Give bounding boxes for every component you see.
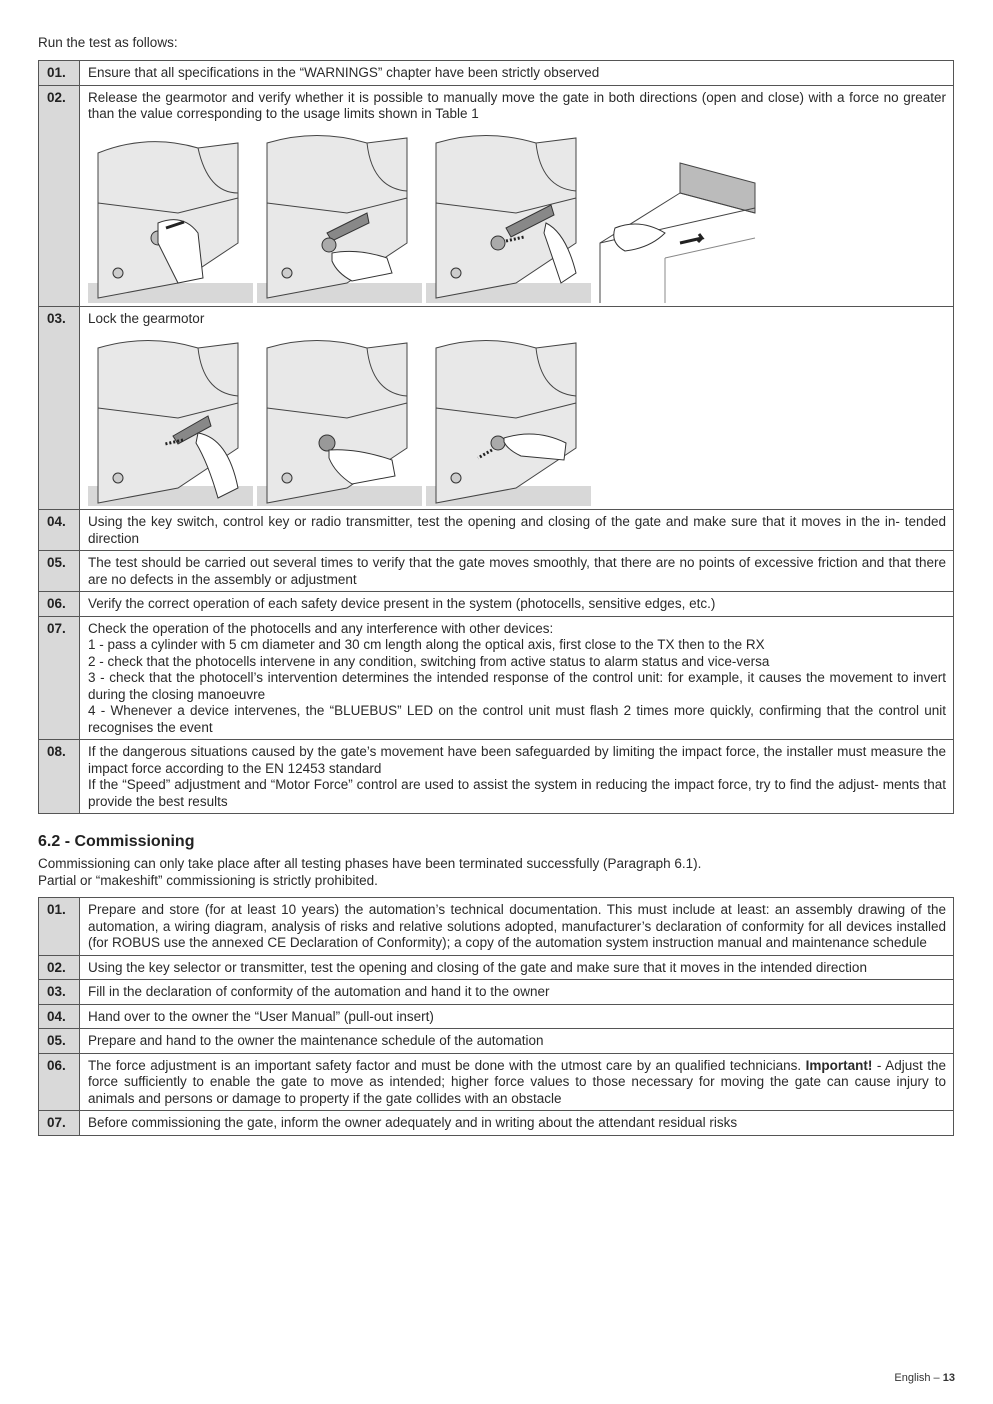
step-number: 05. [39, 1029, 80, 1054]
step-text: The force adjustment is an important safety factor and must be done with the utmost care by an qualified technicians. Important! - Adjust the force sufficiently to enable the gate to move as intended; higher force values to those necessary for moving the gate can cause injury to animals and persons or damage to property if the gate collides with an obstacle [80, 1053, 954, 1111]
gearmotor-lock-figure [88, 338, 253, 506]
gearmotor-release-figure [88, 133, 253, 303]
step-number: 06. [39, 592, 80, 617]
table-row [39, 955, 954, 980]
step-text: The test should be carried out several times to verify that the gate moves smoothly, that there are no points of excessive friction and that there are no defects in the assembly or adjustment [80, 551, 954, 592]
table-row [39, 898, 954, 956]
table-row [39, 592, 954, 617]
table-row [39, 61, 954, 86]
intro-text: Run the test as follows: [38, 35, 178, 50]
step-number: 07. [39, 1111, 80, 1136]
section-heading: 6.2 - Commissioning [38, 833, 195, 850]
table-row [39, 1111, 954, 1136]
step-text: Using the key selector or transmitter, test the opening and closing of the gate and make sure that it moves in the intended direction [80, 955, 954, 980]
step-text: Using the key switch, control key or radio transmitter, test the opening and closing of the gate and make sure that it moves in the in- tended direction [80, 510, 954, 551]
step-number: 07. [39, 616, 80, 740]
gearmotor-lock-figure [257, 338, 422, 506]
table-row [39, 306, 954, 510]
page-number: 13 [942, 1372, 955, 1384]
step-text: Verify the correct operation of each safety device present in the system (photocells, sensitive edges, etc.) [80, 592, 954, 617]
lock-illustrations [88, 338, 946, 506]
section-paragraph: Commissioning can only take place after all testing phases have been terminated successfully (Paragraph 6.1). [38, 856, 702, 871]
footer-language: English – [894, 1372, 940, 1384]
release-illustrations [88, 133, 946, 303]
table-row [39, 85, 954, 306]
step-text: If the dangerous situations caused by the gate’s movement have been safeguarded by limiting the impact force, the installer must measure the impact force according to the EN 12453 standard If the “Speed” adjustment and “Motor Force” control are used to assist the system in reducing the impact force, try to find the adjust- ments that provide the best results [80, 740, 954, 814]
gearmotor-release-figure [257, 133, 422, 303]
table-row [39, 1053, 954, 1111]
step-text: Hand over to the owner the “User Manual” (pull-out insert) [80, 1004, 954, 1029]
step-text: Before commissioning the gate, inform the owner adequately and in writing about the attendant residual risks [80, 1111, 954, 1136]
section-paragraph: Partial or “makeshift” commissioning is strictly prohibited. [38, 873, 378, 888]
step-number: 03. [39, 306, 80, 510]
table-row [39, 551, 954, 592]
step-text: Prepare and hand to the owner the maintenance schedule of the automation [80, 1029, 954, 1054]
gate-push-figure [595, 133, 760, 303]
gearmotor-lock-figure [426, 338, 591, 506]
step-number: 02. [39, 955, 80, 980]
step-number: 05. [39, 551, 80, 592]
table-row [39, 740, 954, 814]
step-text: Release the gearmotor and verify whether it is possible to manually move the gate in both directions (open and close) with a force no greater than the value corresponding to the usage limits shown in Table 1 [80, 85, 954, 306]
gearmotor-release-figure [426, 133, 591, 303]
step-number: 03. [39, 980, 80, 1005]
step-number: 04. [39, 510, 80, 551]
step-number: 01. [39, 61, 80, 86]
step-text: Check the operation of the photocells and any interference with other devices: 1 - pass a cylinder with 5 cm diameter and 30 cm length along the optical axis, first close to the TX then to the RX 2 - check that the photocells intervene in any condition, switching from active status to alarm status and vice-versa 3 - check that the photocell’s intervention determines the intended response of the control unit: for example, it causes the movement to invert during the closing manoeuvre 4 - Whenever a device intervenes, the “BLUEBUS” LED on the control unit must flash 2 times more quickly, confirming that the control unit recognises the event [80, 616, 954, 740]
step-number: 08. [39, 740, 80, 814]
page-footer [894, 1372, 955, 1384]
step-number: 02. [39, 85, 80, 306]
step-number: 04. [39, 1004, 80, 1029]
step-text: Fill in the declaration of conformity of the automation and hand it to the owner [80, 980, 954, 1005]
table-row [39, 980, 954, 1005]
important-label: Important! [805, 1057, 873, 1073]
step-number: 01. [39, 898, 80, 956]
step-text: Ensure that all specifications in the “WARNINGS” chapter have been strictly observed [80, 61, 954, 86]
test-steps-table [38, 60, 954, 814]
step-text: Lock the gearmotor [80, 306, 954, 510]
table-row [39, 1004, 954, 1029]
commissioning-steps-table [38, 897, 954, 1136]
table-row [39, 616, 954, 740]
step-number: 06. [39, 1053, 80, 1111]
step-text: Prepare and store (for at least 10 years) the automation’s technical documentation. This must include at least: an assembly drawing of the automation, a wiring diagram, analysis of risks and relative solutions adopted, manufacturer’s declaration of conformity for all devices installed (for ROBUS use the annexed CE Declaration of Conformity); a copy of the automation system instruction manual and maintenance schedule [80, 898, 954, 956]
table-row [39, 510, 954, 551]
table-row [39, 1029, 954, 1054]
